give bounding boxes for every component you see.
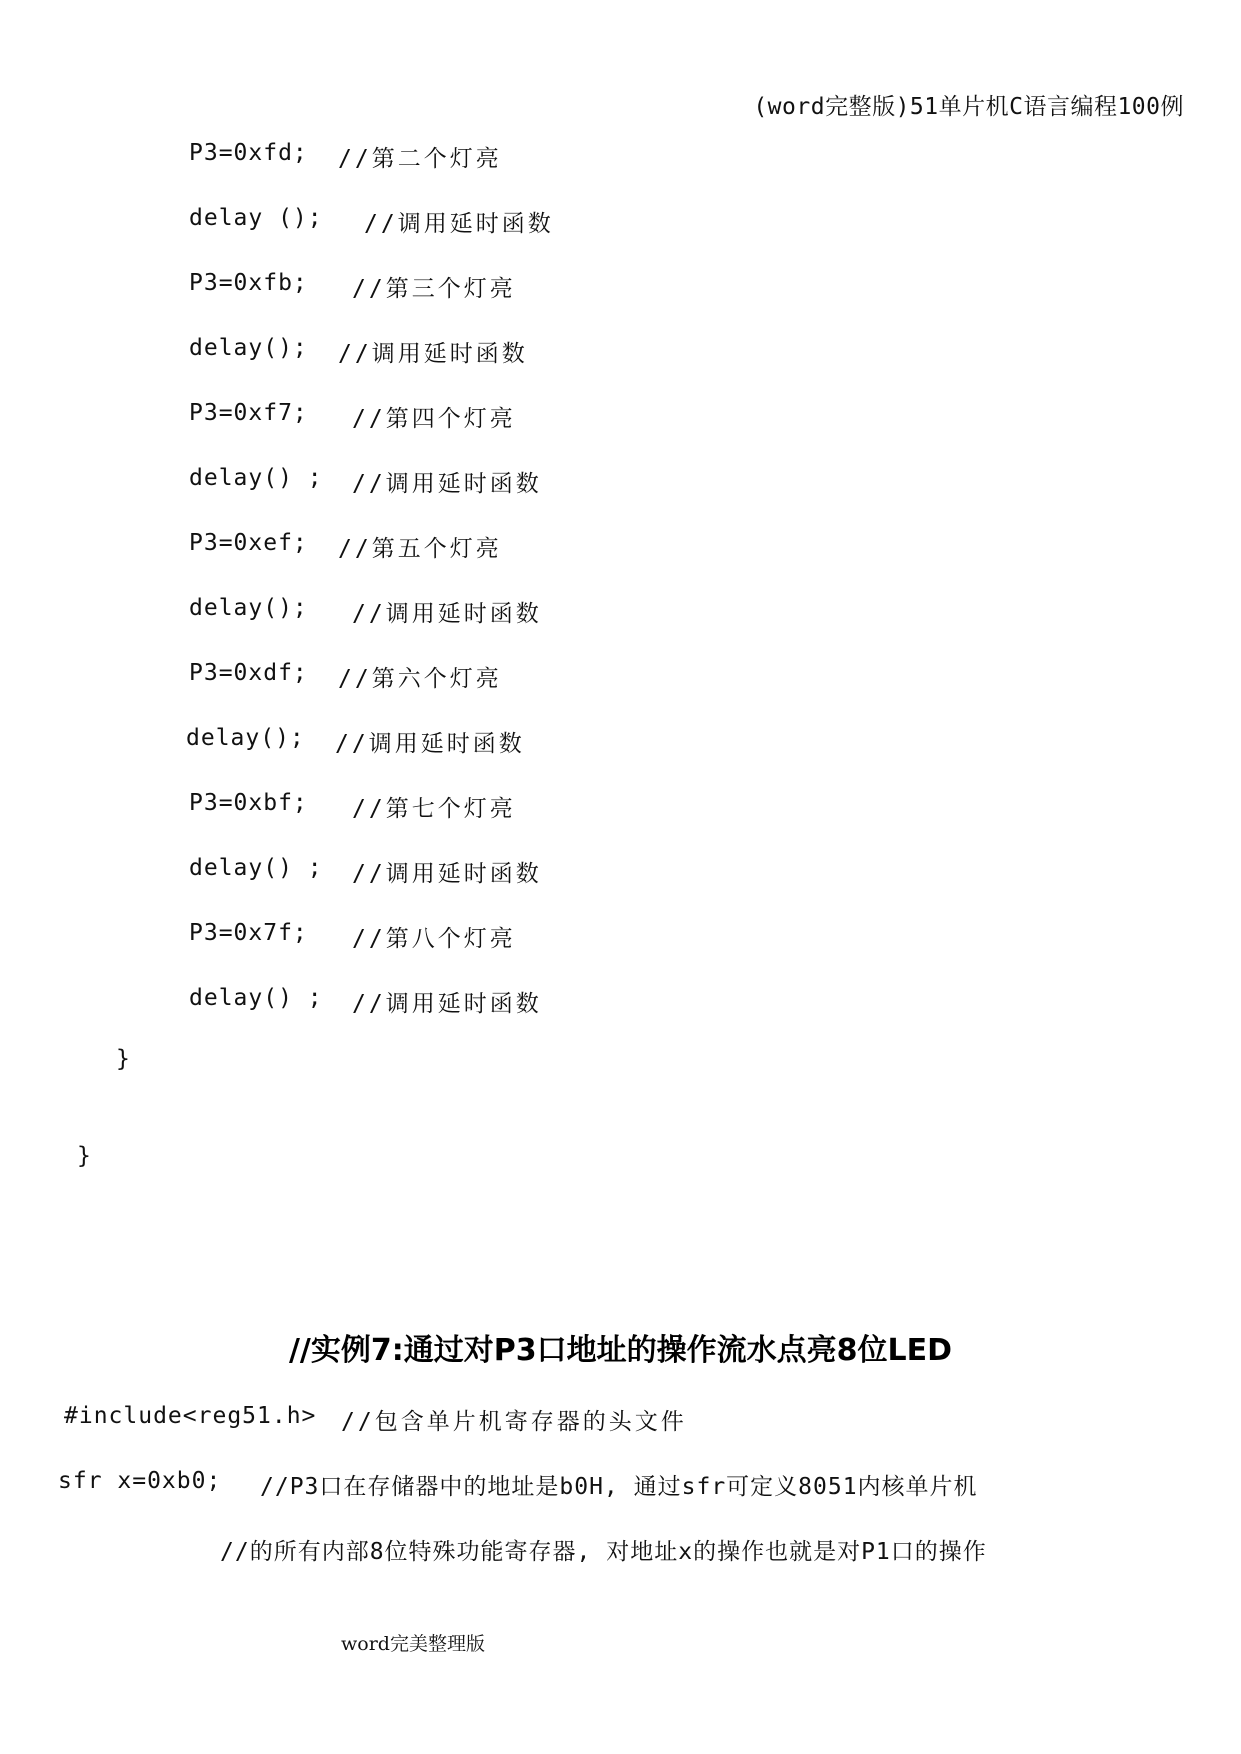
code-statement: P3=0xef; bbox=[189, 530, 308, 556]
code-comment: //第三个灯亮 bbox=[352, 276, 516, 302]
code-comment: //调用延时函数 bbox=[352, 861, 542, 887]
code-statement: P3=0xf7; bbox=[189, 400, 308, 426]
code-statement: delay() ; bbox=[189, 465, 323, 491]
code-comment: //第六个灯亮 bbox=[338, 666, 502, 692]
code-statement: delay() ; bbox=[189, 855, 323, 881]
code-comment: //调用延时函数 bbox=[364, 211, 554, 237]
page-footer: word完美整理版 bbox=[341, 1633, 485, 1655]
code-comment: //第八个灯亮 bbox=[352, 926, 516, 952]
closing-brace-outer: } bbox=[77, 1143, 92, 1169]
code-comment: //第二个灯亮 bbox=[338, 146, 502, 172]
example-title: //实例7:通过对P3口地址的操作流水点亮8位LED bbox=[288, 1333, 953, 1368]
code-statement: delay() ; bbox=[189, 985, 323, 1011]
code-comment: //第七个灯亮 bbox=[352, 796, 516, 822]
code-statement: delay (); bbox=[189, 205, 323, 231]
code-comment: //第五个灯亮 bbox=[338, 536, 502, 562]
code-comment: //调用延时函数 bbox=[335, 731, 525, 757]
sfr-comment-continued: //的所有内部8位特殊功能寄存器, 对地址x的操作也就是对P1口的操作 bbox=[220, 1539, 987, 1565]
code-comment: //调用延时函数 bbox=[352, 991, 542, 1017]
code-comment: //调用延时函数 bbox=[352, 471, 542, 497]
code-statement: delay(); bbox=[189, 335, 308, 361]
code-statement: P3=0x7f; bbox=[189, 920, 308, 946]
code-statement: P3=0xbf; bbox=[189, 790, 308, 816]
code-statement: delay(); bbox=[186, 725, 305, 751]
include-statement: #include<reg51.h> bbox=[64, 1403, 317, 1429]
sfr-comment: //P3口在存储器中的地址是b0H, 通过sfr可定义8051内核单片机 bbox=[260, 1474, 978, 1500]
code-comment: //调用延时函数 bbox=[338, 341, 528, 367]
code-statement: P3=0xfb; bbox=[189, 270, 308, 296]
code-comment: //第四个灯亮 bbox=[352, 406, 516, 432]
code-statement: P3=0xdf; bbox=[189, 660, 308, 686]
code-statement: delay(); bbox=[189, 595, 308, 621]
page-header: (word完整版)51单片机C语言编程100例 bbox=[753, 94, 1184, 120]
code-statement: P3=0xfd; bbox=[189, 140, 308, 166]
closing-brace-inner: } bbox=[116, 1046, 131, 1072]
code-comment: //调用延时函数 bbox=[352, 601, 542, 627]
include-comment: //包含单片机寄存器的头文件 bbox=[341, 1409, 687, 1435]
sfr-statement: sfr x=0xb0; bbox=[58, 1468, 222, 1494]
